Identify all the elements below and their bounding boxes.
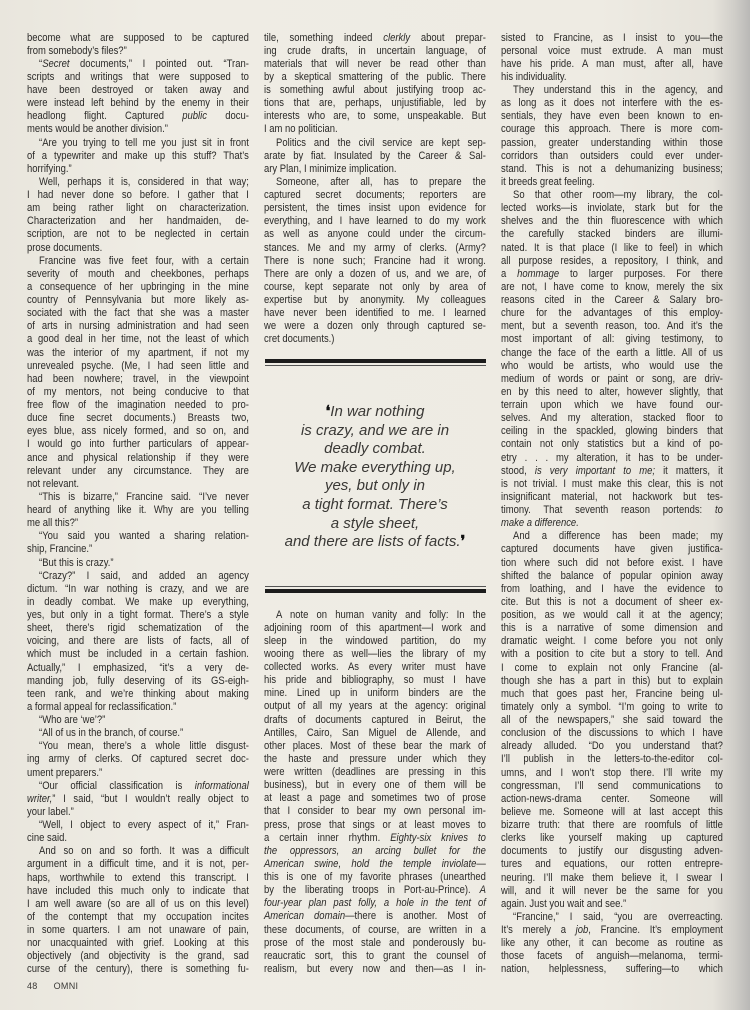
text-line: ument preparers.”: [27, 766, 103, 779]
pull-quote-line: [255, 533, 495, 552]
text-line: is not trivial. I must make this clear, this is not: [501, 477, 723, 490]
text-line: much that goes past her, Francine being ul-: [501, 687, 723, 700]
italic-text: American domain: [264, 910, 346, 923]
text-line: am being rather light on characterization.: [27, 202, 249, 215]
paragraph: [27, 137, 249, 176]
text-line: medium of words or paint or song, are driv-: [501, 372, 723, 385]
text-line: drafts of documents captured in Beirut, the: [264, 713, 486, 726]
text-line: in some quarters. I am not unaware of pain,: [27, 924, 249, 936]
text-line: stances. Me and my army of clerks. (Army?: [264, 241, 486, 254]
text-line: output of all my years at the agency: original: [264, 700, 486, 713]
paragraph: [27, 727, 249, 740]
text-line: ing crude drafts, in uncertain language, of: [264, 44, 486, 57]
text-line: business), but in every one of them will be: [264, 779, 486, 792]
text-line: [264, 897, 486, 910]
text-line: [501, 517, 723, 530]
text-line: ance and physical relationship if they were: [27, 451, 249, 464]
text-line: “This is bizarre,” Francine said. “I’ve never: [39, 490, 249, 503]
text-line: Someone, after all, has to prepare the: [276, 175, 486, 188]
text-line: sentials, they have even been known to en-: [501, 110, 723, 123]
magazine-name: OMNI: [53, 981, 79, 991]
text-line: relevant under any circumstance. They are: [27, 464, 249, 477]
pull-quote-line: [255, 477, 495, 496]
text-line: manding job, fully deserving of its GS-eigh-: [27, 674, 249, 687]
paragraph: [264, 176, 486, 347]
text-line: [501, 504, 723, 517]
text-segment: ” I said, “but I wouldn’t really object to: [52, 792, 249, 805]
text-line: lected works—is inviolate, stark but for the: [501, 202, 723, 215]
text-line: was the interior of my apartment, if not my: [27, 346, 249, 359]
text-line: shelves and the thin fluorescence with which: [501, 215, 723, 228]
page-footer: [27, 981, 94, 991]
text-line: “Francine,” I said, “you are overreacting.: [513, 910, 723, 923]
text-line: country of Pennsylvania but more likely as-: [27, 294, 249, 306]
text-line: who would be artists, who would use the: [501, 359, 723, 372]
text-line: clerks like yourself making up captured: [501, 832, 723, 845]
text-line: heard of anything like it. Why are you telling: [27, 504, 249, 516]
text-line: these documents, of course, are written in a: [264, 923, 486, 936]
text-line: tions that are, perhaps, unjustifiable, led by: [264, 97, 486, 110]
text-line: his pride and bibliography, so must I have: [264, 674, 486, 687]
text-line: were instead left behind by the enemy in their: [27, 97, 249, 110]
text-line: the haste and pressure under which they: [264, 752, 486, 765]
paragraph: [501, 189, 723, 530]
text-line: duce fine secret documents.) Breasts two,: [27, 412, 249, 425]
text-segment: it matters, it: [654, 464, 723, 477]
paragraph: [27, 570, 249, 714]
pull-quote-line: [255, 403, 495, 422]
text-line: most important of all: giving testimony, to: [501, 333, 723, 346]
text-segment: docu-: [206, 110, 249, 123]
text-line: which must be included in a certain fashion.: [27, 648, 249, 661]
text-line: ment, but a seventh reason, too. And it’s the: [501, 320, 723, 333]
text-line: unrevealed psyche. (Me, I had seen little and: [27, 359, 249, 372]
text-line: have been destroyed or taken away and: [27, 84, 249, 96]
pull-quote-line: [255, 440, 495, 459]
text-line: like any other, it can become as routine as: [501, 937, 723, 950]
text-line: severity of mouth and cheekbones, perhaps: [27, 267, 249, 280]
paragraph: [264, 32, 486, 137]
text-line: it breeds great feeling.: [501, 175, 595, 188]
pull-quote-text: is crazy, and we are in: [300, 421, 450, 439]
close-quote-icon: ❜: [460, 533, 466, 551]
text-line: And so on and so forth. It was a difficult: [39, 845, 249, 858]
text-line: all of the newspapers,” she said toward the: [501, 714, 723, 726]
text-line: Actually,” I emphasized, “it’s a very de-: [27, 661, 249, 674]
text-line: everything, and I have learned to do my work: [264, 215, 486, 228]
text-line: [501, 465, 723, 478]
text-line: change the face of the earth a little. All of us: [501, 346, 723, 359]
paragraph: [27, 176, 249, 255]
text-line: is something awful about justifying troop ac-: [264, 84, 486, 96]
text-segment: —: [476, 857, 486, 870]
paragraph: [501, 84, 723, 189]
pull-quote-bottom-rule: [265, 586, 486, 593]
text-line: again. Just you wait and see.”: [501, 897, 627, 910]
text-line: course, kept separate not only by area of: [264, 280, 486, 293]
text-line: ing army of clerks. Of captured secret doc-: [27, 753, 249, 766]
text-line: “Well, I object to every aspect of it,” Fran-: [39, 819, 249, 831]
pull-quote-text: In war nothing: [330, 403, 425, 420]
text-line: wooing there as well—lies the library of my: [264, 647, 486, 660]
italic-text: public: [182, 110, 207, 123]
text-segment: headlong flight. Captured: [27, 110, 183, 123]
text-line: ship, Francine.”: [27, 543, 93, 556]
text-segment: by the liberating troops in Port-au-Prince).: [264, 884, 480, 897]
pull-quote-line: [255, 459, 495, 478]
text-line: realism, but every now and then—as I in-: [264, 962, 486, 975]
text-line: a formal appeal for reclassification.”: [27, 700, 177, 713]
text-segment: documents,” I pointed out. “Tran-: [69, 57, 249, 70]
text-line: bizarre truth: that there are roomfuls of little: [501, 819, 723, 831]
text-line: [264, 910, 486, 923]
text-line: teen rank, and we’re thinking about making: [27, 687, 249, 700]
paragraph: [27, 740, 249, 779]
pull-quote-text: and there are lists of facts.: [284, 533, 461, 551]
text-line: en by this need to alter, however slightly, that: [501, 385, 723, 398]
text-line: “You said you wanted a sharing relation-: [39, 530, 249, 543]
paragraph: [27, 530, 249, 556]
pull-quote-text: a tight format. There’s: [302, 495, 448, 513]
pull-quote-line: [255, 496, 495, 515]
text-line: action-news-drama center. Someone will: [501, 792, 723, 805]
text-line: persistent, the times insist upon evidence for: [264, 202, 486, 215]
text-line: yes, but only in a tight format. There’s a style: [27, 609, 249, 621]
text-line: “Who are ‘we’?”: [39, 714, 106, 726]
text-line: Francine was five feet four, with a certain: [39, 254, 249, 267]
text-line: [501, 268, 723, 281]
paragraph: [501, 530, 723, 911]
text-line: cret documents.): [264, 333, 335, 346]
text-line: other places. Most of these bear the mark of: [264, 739, 486, 752]
text-line: voicing, and there are lists of facts, all of: [27, 635, 249, 648]
text-line: already alluded. “Do you understand that?: [501, 740, 723, 753]
text-column-3: [501, 32, 723, 977]
text-line: A note on human vanity and folly: In the: [276, 608, 486, 621]
italic-text: to: [714, 504, 723, 516]
italic-text: four-year plan past folly, a hole in the tent of: [264, 897, 486, 910]
text-line: of a typewriter and make up this stuff? That’s: [27, 149, 249, 162]
text-line: have included this much only to indicate that: [27, 884, 249, 897]
text-line: “Crazy?” I said, and added an agency: [39, 569, 249, 582]
text-line: cine said.: [27, 832, 67, 845]
text-line: [27, 793, 249, 806]
text-column-1: [27, 32, 249, 977]
text-line: become what are supposed to be captured: [27, 31, 249, 44]
text-line: interests who are, to some, unspeakable. But: [264, 110, 486, 123]
text-line: I had never done so before. I gather that I: [27, 189, 249, 201]
italic-text: hommage: [517, 267, 560, 280]
text-line: as well as anyone could under the circum-: [264, 228, 486, 241]
text-column-2-top: [264, 32, 486, 347]
paragraph: [501, 911, 723, 977]
text-line: Well, perhaps it is, considered in that way;: [39, 175, 249, 188]
text-line: by a skeptical smattering of the public. There: [264, 70, 486, 83]
text-line: timately only a symbol. “I’m going to write to: [501, 700, 723, 713]
text-line: had been nowhere; travel, in the viewpoint: [27, 372, 249, 385]
text-line: will, and it will never be the same for you: [501, 884, 723, 897]
text-line: ments would be another division.”: [27, 123, 168, 136]
text-line: [27, 110, 249, 123]
text-line: There are only a dozen of us, and we are, of: [264, 267, 486, 280]
text-line: congressman, I’ll send communications to: [501, 779, 723, 792]
text-line: ceiling in the spackled, glowing binders that: [501, 425, 723, 438]
paragraph: [264, 137, 486, 176]
pull-quote: [255, 403, 495, 552]
text-line: Characterization and her handmaiden, de-: [27, 215, 249, 228]
text-column-2-bottom: [264, 609, 486, 977]
text-line: me all this?”: [27, 517, 78, 530]
text-line: argument in a difficult time, and it is not, per-: [27, 858, 249, 871]
text-line: collected works. As every writer must have: [264, 661, 486, 673]
text-line: etry . . . my alteration, it has to be under-: [501, 451, 723, 464]
paragraph: [501, 32, 723, 85]
text-line: I’ll publish in the letters-to-the-editor col-: [501, 753, 723, 766]
text-line: this is one of my favorite phrases (unearthed: [264, 871, 486, 883]
text-line: have never been identified to me. I learned: [264, 307, 486, 320]
italic-text: writer,: [27, 792, 53, 805]
pull-quote-text: a style sheet,: [330, 514, 420, 532]
text-line: passion, greater understanding within those: [501, 136, 723, 149]
text-line: mine. Lined up in uniform binders are the: [264, 687, 486, 700]
text-line: materials that will never be read other than: [264, 57, 486, 70]
italic-text: Eighty-six knives to: [390, 831, 486, 844]
text-line: in deadly combat. We make up everything,: [27, 595, 249, 608]
text-line: reaucratic sort, this to grant the counsel of: [264, 949, 486, 962]
pull-quote-text: deadly combat.: [324, 440, 426, 458]
text-line: objectively (and objectivity is the grand, sad: [27, 950, 249, 963]
text-line: Politics and the civil service are kept sep-: [276, 136, 486, 149]
text-segment: stood,: [501, 464, 535, 477]
text-line: curse of the century), there is something fu-: [27, 963, 249, 976]
italic-text: American swine, hold the temple inviolate: [264, 857, 477, 870]
text-line: stand. This is not a dehumanizing business;: [501, 162, 723, 175]
text-line: eyes blue, ass nicely formed, and so on, and: [27, 425, 249, 438]
text-line: shifted the balance of popular opinion away: [501, 569, 723, 582]
text-segment: a: [501, 267, 518, 280]
text-line: [264, 858, 486, 871]
text-line: arate by fiat. Insulated by the Career & Sal-: [264, 149, 486, 162]
text-line: contain not only statistics but a kind of po-: [501, 438, 723, 451]
text-line: tion where such did not before exist. I have: [501, 556, 723, 569]
text-line: selves. And my alteration, stacked floor to: [501, 412, 723, 425]
text-line: [264, 845, 486, 858]
text-line: with a position to cite but a story to tell. And: [501, 648, 723, 661]
text-line: nor unacquainted with grief. Looking at this: [27, 937, 249, 950]
text-line: of my mentors, not being conducive to that: [27, 385, 249, 398]
text-line: umns, and I won’t stop there. I’ll write my: [501, 766, 723, 779]
text-line: captured documents have given justifica-: [501, 543, 723, 556]
pull-quote-line: [255, 422, 495, 441]
italic-text: informational: [194, 779, 249, 792]
text-line: I come to explain not only Francine (al-: [501, 661, 723, 674]
italic-text: make a difference.: [501, 517, 579, 530]
text-line: I am well aware (so are all of us on this level): [27, 897, 249, 910]
page-number: 48: [27, 981, 38, 991]
text-line: the carefully stacked binders are illumi-: [501, 228, 723, 241]
text-line: horrifying.”: [27, 162, 72, 175]
text-segment: about prepar-: [410, 31, 486, 44]
italic-text: is very important to me;: [534, 464, 655, 477]
text-line: [264, 884, 486, 897]
pull-quote-line: [255, 515, 495, 534]
text-line: those facets of anguish—melanoma, termi-: [501, 950, 723, 963]
text-line: [501, 924, 723, 937]
paragraph: [264, 609, 486, 977]
text-line: from somebody’s files?”: [27, 44, 127, 57]
text-line: corridors than outsiders could ever under-: [501, 149, 723, 162]
text-line: terrain upon which we have found our-: [501, 399, 723, 411]
text-line: “All of us in the branch, of course.”: [39, 727, 184, 740]
pull-quote-text: yes, but only in: [324, 477, 426, 495]
text-line: neuring. I’ll make them believe it, I swear I: [501, 871, 723, 884]
italic-text: the oppressors, an arcing bullet for the: [264, 844, 486, 857]
paragraph: [27, 780, 249, 819]
text-line: though she has a part in this) but to explain: [501, 674, 723, 687]
text-segment: timony. That seventh reason portends:: [501, 504, 715, 516]
text-line: courage this approach. There is more com-: [501, 123, 723, 136]
text-line: [27, 780, 249, 793]
text-line: cite. But this is not a document of sheer ex-: [501, 595, 723, 608]
text-line: And a difference has been made; my: [513, 530, 723, 543]
text-line: this is a narrative of some dimension and: [501, 622, 723, 635]
text-line: [264, 832, 486, 845]
text-line: documents to justify our disgusting adven-: [501, 845, 723, 858]
text-line: all purpose resides, a repository, I think, and: [501, 254, 723, 267]
open-quote-icon: ❛: [325, 403, 331, 420]
text-line: sleep in the windowed partition, do my: [264, 634, 486, 647]
text-line: nated. It is that place (I like to feel) in which: [501, 241, 723, 254]
text-line: They understand this in the agency, and: [513, 84, 723, 96]
paragraph: [27, 255, 249, 491]
text-segment: a certain inner rhythm.: [264, 831, 391, 844]
text-line: position, as we would call it at the agency;: [501, 609, 723, 621]
text-line: dictum. “In war nothing is crazy, and we are: [27, 582, 249, 595]
text-line: “Are you trying to tell me you just sit in front: [39, 136, 249, 149]
text-line: believe me. Someone will at last accept this: [501, 805, 723, 818]
text-line: “But this is crazy.”: [39, 556, 114, 569]
text-line: a good deal in her time, not the least of which: [27, 333, 249, 346]
paragraph: [27, 32, 249, 58]
text-line: at least a page and sometimes two of prose: [264, 792, 486, 805]
paragraph: [27, 819, 249, 845]
text-line: as long as it does not interfere with the es-: [501, 97, 723, 110]
text-line: tures and equations, our rotten entrepre-: [501, 858, 723, 871]
text-line: of the contempt that my occupation incites: [27, 910, 249, 923]
paragraph: [27, 714, 249, 727]
paragraph: [27, 845, 249, 976]
text-line: There is none such; Francine had it wrong.: [264, 254, 486, 267]
pull-quote-text: We make everything up,: [294, 458, 456, 476]
text-line: sociated with the fact that she was a master: [27, 307, 249, 320]
text-line: ary Plan, I minimize implication.: [264, 162, 397, 175]
text-line: sisted to Francine, as I insist to you—the: [501, 31, 723, 44]
text-line: are not, I have come to know, merely the six: [501, 280, 723, 293]
text-line: free flow of the imagination needed to pro-: [27, 399, 249, 411]
text-line: that I consider to bear my own personal im-: [264, 805, 486, 818]
text-line: nation, helplessness, suffering—to which: [501, 963, 723, 976]
text-line: “You mean, there’s a whole little disgust-: [39, 740, 249, 753]
text-line: chure for the advantages of this employ-: [501, 307, 723, 320]
text-segment: tile, something indeed: [264, 31, 384, 44]
text-line: Antilles, Cairo, San Miguel de Allende, and: [264, 726, 486, 739]
pull-quote-top-rule: [265, 359, 486, 366]
text-line: scription, are not to be neglected in certain: [27, 228, 249, 241]
text-line: have his pride. A man must, after all, have: [501, 57, 723, 70]
text-line: of arts in nursing administration and had seen: [27, 320, 249, 333]
text-line: haps, worthwhile to extend this transcript. I: [27, 871, 249, 884]
text-segment: , Francine. It’s employment: [588, 924, 723, 936]
text-line: were written (deadlines are pressing in this: [264, 766, 486, 778]
text-line: I would go into further particulars of appear-: [27, 438, 249, 451]
text-line: [27, 58, 249, 71]
text-line: prose documents.: [27, 241, 103, 254]
paragraph: [27, 491, 249, 530]
text-segment: —there is another. Most of: [345, 910, 486, 923]
text-line: reasons cited in the Career & Salary bro-: [501, 294, 723, 306]
paragraph: [27, 58, 249, 137]
text-line: not relevant.: [27, 477, 80, 490]
italic-text: clerkly: [383, 31, 411, 44]
italic-text: A: [479, 884, 486, 897]
text-line: prose of the most stale and ponderously bu-: [264, 936, 486, 949]
text-line: captured secret documents; reporters are: [264, 189, 486, 201]
text-line: press, prose that sings or at least moves to: [264, 818, 486, 831]
text-line: your label.”: [27, 805, 74, 818]
italic-text: job: [575, 924, 589, 936]
text-line: we were a dozen only through captured se-: [264, 320, 486, 333]
text-line: insignificant material, not hackwork but tes-: [501, 490, 723, 503]
text-line: personal voice must extrude. A man must: [501, 44, 723, 57]
text-line: scripts and writings that were supposed to: [27, 70, 249, 83]
text-segment: to larger purposes. For there: [559, 267, 723, 280]
text-line: [264, 32, 486, 45]
text-line: his individuality.: [501, 70, 567, 83]
text-line: a consequence of her upbringing in the mine: [27, 280, 249, 293]
text-line: conclusion of the discussions to which I have: [501, 727, 723, 740]
text-line: from loathing, and I have the evidence to: [501, 582, 723, 595]
text-line: expertise but by anonymity. My colleagues: [264, 294, 486, 306]
text-line: dramatic weight. I come before you not only: [501, 635, 723, 648]
text-line: sheet, there’s rigid schematization of the: [27, 622, 249, 635]
text-line: So that other room—my library, the col-: [513, 189, 723, 201]
text-line: adjoining room of this apartment—I work and: [264, 621, 486, 634]
text-line: I am no politician.: [264, 123, 338, 136]
text-segment: It’s merely a: [501, 924, 576, 936]
italic-text: Secret: [42, 57, 70, 70]
text-segment: “: [39, 57, 43, 70]
text-segment: “Our official classification is: [39, 779, 195, 792]
paragraph: [27, 557, 249, 570]
